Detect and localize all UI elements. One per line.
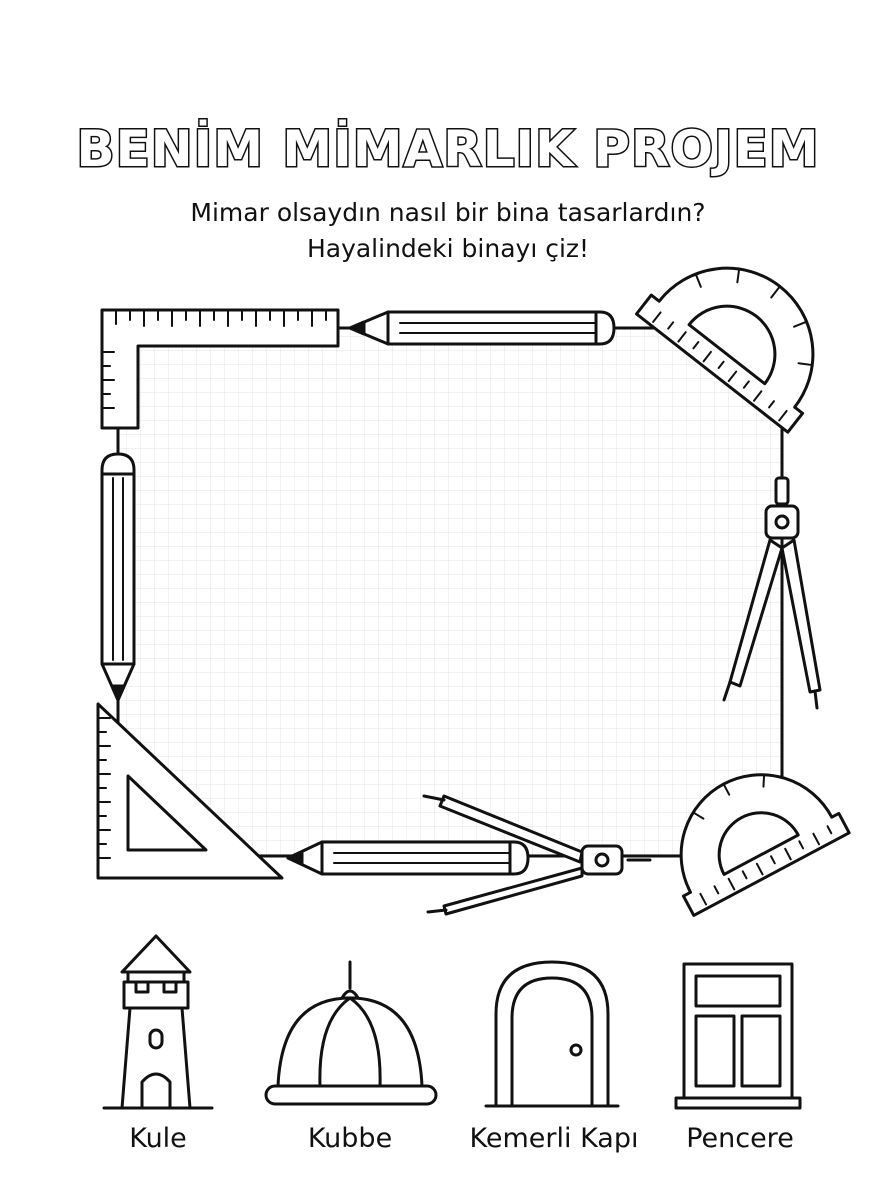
tower-icon [104,936,212,1108]
dome-icon [266,962,436,1104]
label-tower: Kule [129,1123,187,1154]
pencil-bottom-icon [288,842,528,874]
subtitle-instruction: Hayalindeki binayı çiz! [306,234,590,263]
arched-door-icon [486,962,618,1106]
pencil-top-icon [350,312,614,344]
page-title-text: BENİM MİMARLIK PROJEM [76,120,820,178]
label-dome: Kubbe [307,1123,393,1154]
subtitle-question: Mimar olsaydın nasıl bir bina tasarlardın? [190,198,706,227]
label-arched-door: Kemerli Kapı [469,1123,639,1154]
drawing-area[interactable] [118,328,782,856]
pencil-left-icon [102,454,134,700]
label-window: Pencere [686,1123,794,1154]
window-icon [676,964,800,1108]
